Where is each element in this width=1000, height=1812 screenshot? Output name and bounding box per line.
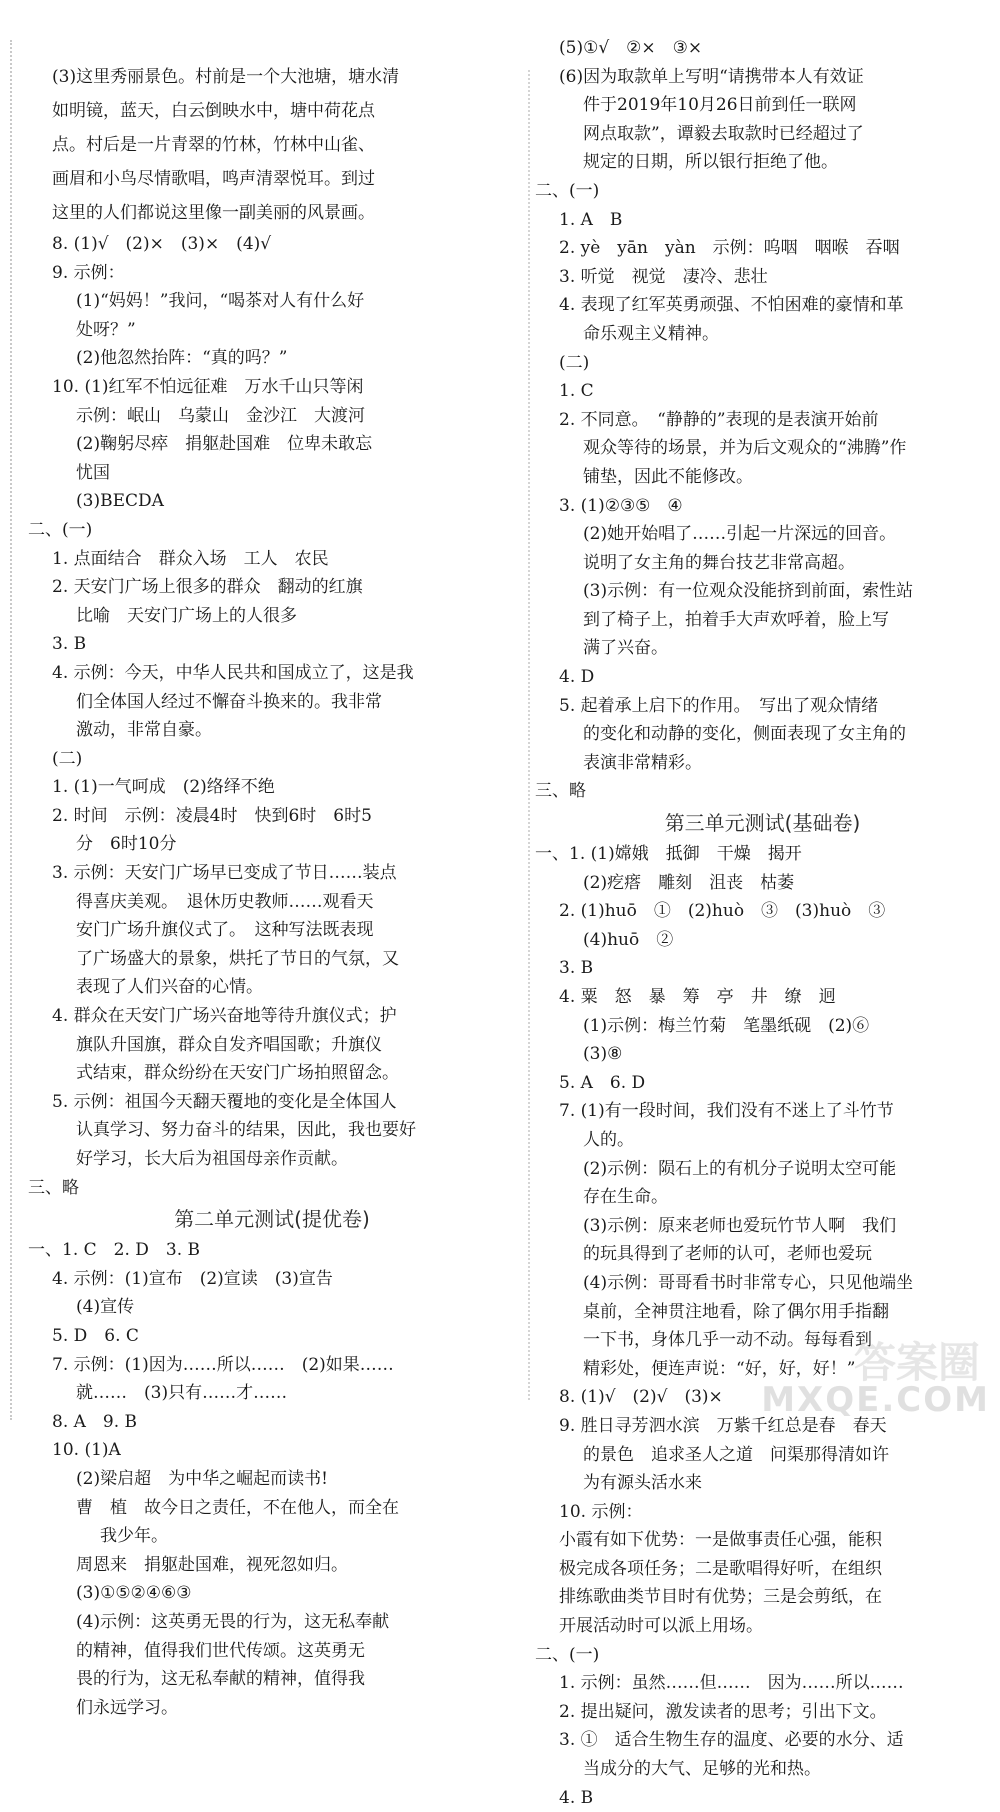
answer-line: 观众等待的场景，并为后文观众的“沸腾”作 [583, 438, 907, 459]
section-heading: (二) [559, 352, 590, 373]
answer-line: 周恩来 捐躯赴国难，视死忽如归。 [76, 1554, 348, 1575]
answer-line: 一下书，身体几乎一动不动。每每看到 [583, 1330, 872, 1351]
answer-line: 处呀？” [76, 319, 136, 340]
answer-line: 我少年。 [100, 1526, 168, 1547]
watermark-logo: 答案圈 [853, 1338, 980, 1387]
answer-line: (2)她开始唱了……引起一片深远的回音。 [583, 524, 897, 545]
answer-line: 10. (1)红军不怕远征难 万水千山只等闲 [52, 376, 364, 397]
answer-line: (3)这里秀丽景色。村前是一个大池塘，塘水清 [52, 67, 400, 87]
answer-line: (1)示例：梅兰竹菊 笔墨纸砚 (2)⑥ [583, 1015, 870, 1036]
answer-line: 3. 听觉 视觉 凄冷、悲壮 [559, 266, 768, 287]
answer-line: 4. D [559, 667, 595, 688]
unit-test-title: 第三单元测试(基础卷) [664, 811, 861, 836]
answer-line: (2)示例：陨石上的有机分子说明太空可能 [583, 1158, 897, 1179]
answer-line: 4. B [559, 1787, 594, 1808]
answer-line: 8. A 9. B [52, 1411, 138, 1432]
answer-line: 式结束，群众纷纷在天安门广场拍照留念。 [76, 1063, 399, 1084]
answer-line: 说明了女主角的舞台技艺非常高超。 [583, 552, 855, 573]
answer-line: 5. 示例：祖国今天翻天覆地的变化是全体国人 [52, 1091, 397, 1112]
answer-line: 3. B [559, 958, 594, 979]
answer-line: (2)疙瘩 雕刻 沮丧 枯萎 [583, 872, 795, 893]
answer-line: 的玩具得到了老师的认可，老师也爱玩 [583, 1244, 872, 1265]
right-column [535, 34, 990, 1812]
section-heading: 三、略 [535, 781, 586, 802]
answer-line: 表现了人们兴奋的心情。 [76, 977, 263, 998]
answer-line: 8. (1)√ (2)√ (3)× [559, 1387, 723, 1408]
answer-line: 得喜庆美观。 退休历史教师……观看天 [76, 891, 374, 912]
answer-line: 4. 表现了红军英勇顽强、不怕困难的豪情和革 [559, 295, 904, 316]
answer-line: (5)①√ ②× ③× [559, 38, 703, 58]
answer-line: 8. (1)√ (2)× (3)× (4)√ [52, 234, 272, 254]
left-column [28, 60, 516, 1722]
answer-line: 们全体国人经过不懈奋斗换来的。我非常 [76, 691, 382, 712]
answer-line: 10. (1)A [52, 1440, 121, 1461]
answer-line: 当成分的大气、足够的光和热。 [583, 1759, 821, 1780]
answer-line: 小霞有如下优势：一是做事责任心强，能积 [559, 1530, 882, 1551]
answer-line: 点。村后是一片青翠的竹林，竹林中山雀、 [52, 135, 375, 155]
answer-line: 的景色 追求圣人之道 问渠那得清如许 [583, 1444, 889, 1465]
answer-line: 忧国 [76, 462, 110, 483]
answer-line: 1. A B [559, 209, 623, 230]
unit-test-title: 第二单元测试(提优卷) [174, 1207, 370, 1232]
answer-line: 4. 示例：(1)宣布 (2)宣读 (3)宣告 [52, 1268, 333, 1289]
answer-line: 7. (1)有一段时间，我们没有不迷上了斗竹节 [559, 1101, 894, 1122]
answer-line: 们永远学习。 [76, 1697, 178, 1718]
answer-line: 好学习，长大后为祖国母亲作贡献。 [76, 1149, 348, 1169]
answer-line: (4)示例：哥哥看书时非常专心，只见他端坐 [583, 1272, 914, 1293]
answer-line: 畏的行为，这无私奉献的精神，值得我 [76, 1669, 365, 1690]
section-heading: 二、(一) [28, 519, 93, 540]
answer-line: 一、1. (1)嫦娥 抵御 干燥 揭开 [535, 844, 802, 865]
answer-line: 存在生命。 [583, 1187, 668, 1208]
answer-line: 就…… (3)只有……才…… [76, 1383, 288, 1404]
answer-line: 1. C [559, 381, 594, 402]
answer-line: 9. 胜日寻芳泗水滨 万紫千红总是春 春天 [559, 1415, 887, 1436]
answer-line: 5. D 6. C [52, 1325, 139, 1346]
answer-line: 5. 起着承上启下的作用。 写出了观众情绪 [559, 695, 879, 716]
answer-line: (3)BECDA [76, 491, 164, 512]
answer-line: (2)他忽然抬阵：“真的吗？” [76, 348, 288, 369]
watermark-text: MXQE.COM [761, 1380, 990, 1420]
answer-line: 极完成各项任务；二是歌唱得好听，在组织 [559, 1558, 882, 1579]
answer-line: 2. 天安门广场上很多的群众 翻动的红旗 [52, 577, 363, 598]
answer-line: 1. 点面结合 群众入场 工人 农民 [52, 548, 329, 569]
answer-line: (2)鞠躬尽瘁 捐躯赴国难 位卑未敢忘 [76, 434, 373, 455]
answer-line: 为有源头活水来 [583, 1473, 702, 1494]
answer-line: 曹 植 故今日之责任，不在他人，而全在 [76, 1497, 399, 1518]
answer-line: 1. (1)一气呵成 (2)络绎不绝 [52, 777, 275, 798]
answer-line: 如明镜，蓝天，白云倒映水中，塘中荷花点 [52, 101, 375, 121]
answer-line: 3. B [52, 634, 87, 655]
answer-line: 规定的日期，所以银行拒绝了他。 [583, 152, 838, 173]
answer-line: 件于2019年10月26日前到任一联网 [583, 95, 857, 116]
answer-line: 示例：岷山 乌蒙山 金沙江 大渡河 [76, 405, 365, 426]
answer-line: 精彩处，便连声说：“好，好，好！” [583, 1358, 856, 1379]
answer-line: 10. 示例： [559, 1501, 643, 1522]
answer-line: 2. yè yān yàn 示例：呜咽 咽喉 吞咽 [559, 238, 900, 259]
section-heading: 二、(一) [535, 1644, 600, 1665]
answer-line: 2. 不同意。 “静静的”表现的是表演开始前 [559, 409, 879, 430]
answer-line: 到了椅子上，拍着手大声欢呼着，脸上写 [583, 609, 889, 630]
answer-line: (4)huō ② [583, 929, 674, 950]
answer-line: (4)示例：这英勇无畏的行为，这无私奉献 [76, 1611, 390, 1632]
answer-line: 1. 示例：虽然……但…… 因为……所以…… [559, 1673, 904, 1694]
answer-line: (3)⑧ [583, 1044, 623, 1065]
answer-line: 3. (1)②③⑤ ④ [559, 495, 683, 516]
answer-line: 比喻 天安门广场上的人很多 [76, 605, 297, 626]
answer-line: (6)因为取款单上写明“请携带本人有效证 [559, 66, 864, 87]
section-heading: 三、略 [28, 1177, 79, 1198]
answer-line: 3. ① 适合生物生存的温度、必要的水分、适 [559, 1730, 904, 1751]
answer-line: 3. 示例：天安门广场早已变成了节日……装点 [52, 863, 397, 884]
answer-line: 排练歌曲类节目时有优势；三是会剪纸，在 [559, 1587, 882, 1608]
answer-line: 安门广场升旗仪式了。 这种写法既表现 [76, 920, 374, 941]
answer-line: 铺垫，因此不能修改。 [583, 466, 753, 487]
answer-line: (3)示例：有一位观众没能挤到前面，索性站 [583, 581, 914, 602]
answer-line: 4. 群众在天安门广场兴奋地等待升旗仪式；护 [52, 1006, 397, 1027]
answer-line: 人的。 [583, 1129, 634, 1150]
answer-line: 2. 提出疑问，激发读者的思考；引出下文。 [559, 1701, 887, 1722]
answer-line: (4)宣传 [76, 1297, 135, 1318]
answer-line: (1)“妈妈！”我问，“喝茶对人有什么好 [76, 291, 365, 312]
answer-line: 认真学习、努力奋斗的结果，因此，我也要好 [76, 1120, 416, 1141]
column-divider [528, 70, 530, 1400]
answer-line: 2. (1)huō ① (2)huò ③ (3)huò ③ [559, 901, 886, 922]
answer-line: 画眉和小鸟尽情歌唱，鸣声清翠悦耳。到过 [52, 169, 375, 189]
answer-line: 的精神，值得我们世代传颂。这英勇无 [76, 1640, 365, 1661]
answer-line: 表演非常精彩。 [583, 752, 702, 773]
answer-line: 激动，非常自豪。 [76, 720, 212, 741]
answer-line: 5. A 6. D [559, 1072, 646, 1093]
answer-line: 7. 示例：(1)因为……所以…… (2)如果…… [52, 1354, 394, 1375]
answer-line: 了广场盛大的景象，烘托了节日的气氛，又 [76, 948, 399, 969]
answer-line: 4. 示例：今天，中华人民共和国成立了，这是我 [52, 662, 414, 683]
section-heading: 二、(一) [535, 180, 600, 201]
answer-line: 这里的人们都说这里像一副美丽的风景画。 [52, 203, 375, 223]
answer-line: 9. 示例： [52, 262, 125, 283]
answer-line: 满了兴奋。 [583, 638, 668, 659]
answer-line: 4. 粟 怒 暴 筹 亭 井 缭 迥 [559, 987, 836, 1007]
answer-line: (2)梁启超 为中华之崛起而读书! [76, 1468, 328, 1489]
answer-line: 桌前，全神贯注地看，除了偶尔用手指翻 [583, 1301, 889, 1322]
answer-line: 命乐观主义精神。 [583, 323, 719, 344]
answer-line: (3)①⑤②④⑥③ [76, 1583, 192, 1604]
answer-line: (3)示例：原来老师也爱玩竹节人啊 我们 [583, 1215, 897, 1236]
answer-line: 的变化和动静的变化，侧面表现了女主角的 [583, 724, 906, 745]
answer-line: 网点取款”，谭毅去取款时已经超过了 [583, 123, 864, 144]
answer-line: 一、1. C 2. D 3. B [28, 1240, 201, 1261]
section-heading: (二) [52, 748, 83, 769]
answer-line: 2. 时间 示例：凌晨4时 快到6时 6时5 [52, 805, 372, 826]
binding-dotted-line [10, 40, 12, 1420]
answer-line: 开展活动时可以派上用场。 [559, 1616, 763, 1637]
answer-line: 分 6时10分 [76, 834, 177, 855]
answer-line: 旗队升国旗，群众自发齐唱国歌；升旗仪 [76, 1034, 382, 1055]
